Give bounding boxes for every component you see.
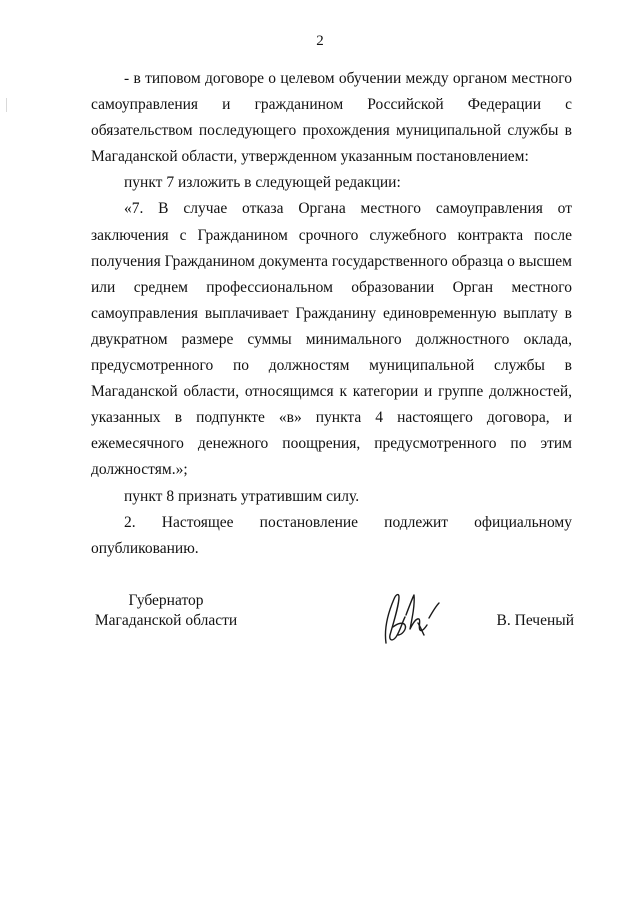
signatory-name: В. Печеный: [496, 612, 574, 629]
paragraph-point-8-repeal: пункт 8 признать утратившим силу.: [124, 487, 360, 505]
governor-title-line1: Губернатор: [128, 592, 204, 609]
paragraph-amendment-intro: - в типовом договоре о целевом обучении между органом местного самоуправления и гражданином Российской Федерации с обязательством последующего прохождения муниципальной службы в Магаданской области, утвержденном указанным постановлением:: [91, 70, 572, 166]
paragraph-point-7-instruction: пункт 7 изложить в следующей редакции:: [124, 174, 401, 192]
governor-title: [91, 591, 241, 631]
handwritten-signature: [372, 585, 452, 647]
page-number: 2: [316, 33, 324, 49]
paragraph-publication: 2. Настоящее постановление подлежит официальному опубликованию.: [91, 513, 572, 557]
signature-block: [0, 585, 640, 655]
margin-mark: [6, 98, 7, 112]
paragraph-point-7-text: «7. В случае отказа Органа местного самоуправления от заключения с Гражданином срочного служебного контракта после получения Гражданином документа государственного образца о высшем или среднем профессиональном образовании Орган местного самоуправления выплачивает Гражданину единовременную выплату в двукратном размере суммы минимального должностного оклада, предусмотренного по должностям муниципальной службы в Магаданской области, относящимся к категории и группе должностей, указанных в подпункте «в» пункта 4 настоящего договора, и ежемесячного денежного поощрения, предусмотренного по этим должностям.»;: [91, 200, 572, 479]
governor-title-line2: Магаданской области: [94, 612, 238, 629]
document-body: [91, 66, 572, 562]
